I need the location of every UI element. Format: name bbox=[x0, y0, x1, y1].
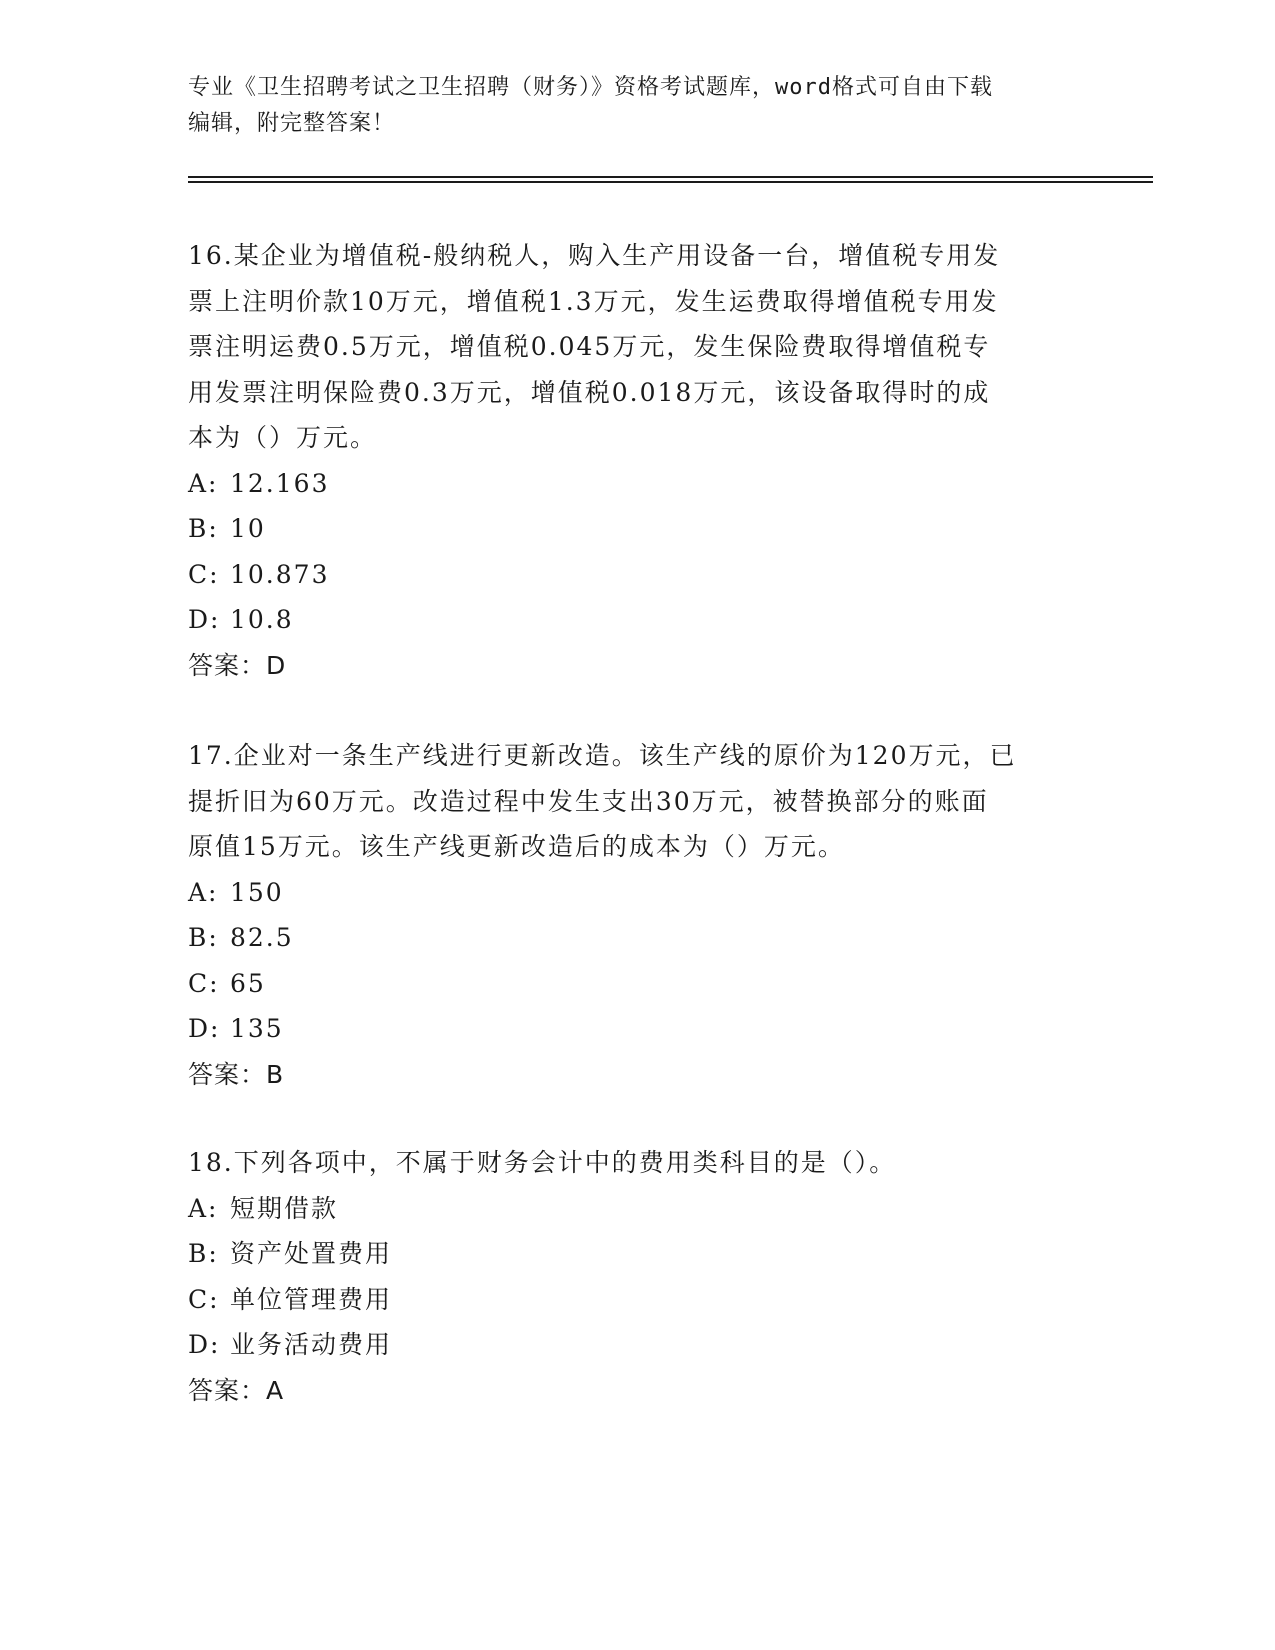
option-b bbox=[188, 1231, 1068, 1277]
question-stem-line: 本为（）万元。 bbox=[188, 423, 378, 452]
answer-line: 答案：D bbox=[188, 650, 287, 680]
option-text: 135 bbox=[230, 1014, 284, 1043]
question-stem-line: 票上注明价款10万元，增值税1.3万元，发生运费取得增值税专用发 bbox=[188, 286, 999, 316]
header-divider-bottom bbox=[188, 181, 1153, 183]
option-a bbox=[188, 461, 1068, 507]
option-text: 10.8 bbox=[230, 605, 294, 634]
question-16 bbox=[188, 233, 1068, 688]
option-letter: C: bbox=[188, 1284, 220, 1314]
question-17 bbox=[188, 733, 1068, 1097]
option-text: 10 bbox=[230, 514, 266, 543]
option-d bbox=[188, 1322, 1068, 1368]
question-stem-line: 原值15万元。该生产线更新改造后的成本为（）万元。 bbox=[188, 832, 845, 861]
option-text: 10.873 bbox=[230, 559, 330, 589]
option-text: 短期借款 bbox=[230, 1193, 339, 1223]
option-text: 150 bbox=[230, 877, 284, 907]
answer-line: 答案：B bbox=[188, 1059, 285, 1089]
option-letter: D: bbox=[188, 1330, 221, 1359]
header-line-1: 专业《卫生招聘考试之卫生招聘（财务）》资格考试题库，word格式可自由下载 bbox=[188, 75, 993, 100]
option-letter: B: bbox=[188, 514, 219, 543]
question-18 bbox=[188, 1140, 1068, 1413]
question-stem-line: 16.某企业为增值税-般纳税人，购入生产用设备一台，增值税专用发 bbox=[188, 241, 1001, 270]
option-letter: D: bbox=[188, 605, 221, 634]
question-stem-line: 用发票注明保险费0.3万元，增值税0.018万元，该设备取得时的成 bbox=[188, 377, 991, 407]
option-d bbox=[188, 1006, 1068, 1052]
option-letter: A: bbox=[188, 1193, 219, 1223]
option-b bbox=[188, 506, 1068, 552]
option-letter: A: bbox=[188, 877, 219, 907]
option-text: 单位管理费用 bbox=[230, 1284, 393, 1314]
option-letter: B: bbox=[188, 923, 219, 952]
answer-line: 答案：A bbox=[188, 1375, 285, 1405]
option-a bbox=[188, 1186, 1068, 1232]
header-divider-top bbox=[188, 176, 1153, 178]
option-text: 业务活动费用 bbox=[230, 1330, 393, 1359]
option-text: 82.5 bbox=[230, 923, 294, 952]
option-c bbox=[188, 961, 1068, 1007]
option-text: 资产处置费用 bbox=[230, 1239, 393, 1268]
header-line-2: 编辑，附完整答案！ bbox=[188, 111, 396, 136]
question-stem-line: 票注明运费0.5万元，增值税0.045万元，发生保险费取得增值税专 bbox=[188, 332, 991, 361]
option-text: 12.163 bbox=[230, 468, 330, 498]
question-stem-line: 17.企业对一条生产线进行更新改造。该生产线的原价为120万元，已 bbox=[188, 741, 1017, 770]
option-text: 65 bbox=[230, 968, 266, 998]
option-a bbox=[188, 870, 1068, 916]
option-letter: B: bbox=[188, 1239, 219, 1268]
option-letter: D: bbox=[188, 1014, 221, 1043]
document-header bbox=[188, 70, 1068, 142]
question-stem-line: 18.下列各项中，不属于财务会计中的费用类科目的是（）。 bbox=[188, 1148, 897, 1177]
option-b bbox=[188, 915, 1068, 961]
option-letter: A: bbox=[188, 468, 219, 498]
option-letter: C: bbox=[188, 559, 220, 589]
option-letter: C: bbox=[188, 968, 220, 998]
option-c bbox=[188, 552, 1068, 598]
option-d bbox=[188, 597, 1068, 643]
option-c bbox=[188, 1277, 1068, 1323]
question-stem-line: 提折旧为60万元。改造过程中发生支出30万元，被替换部分的账面 bbox=[188, 786, 989, 816]
